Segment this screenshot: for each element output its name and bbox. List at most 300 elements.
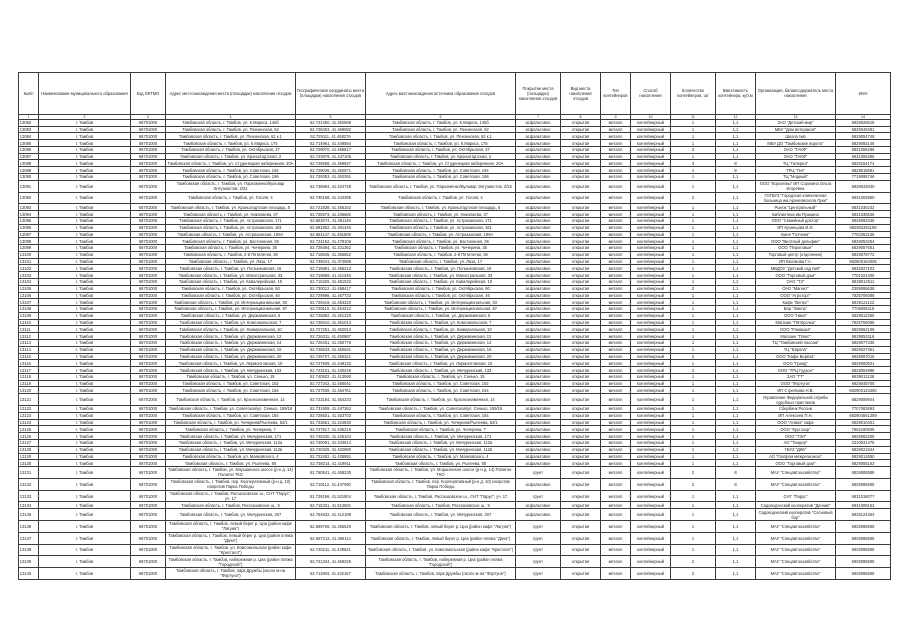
table-row — [19, 192, 891, 204]
cell-source-address: Тамбовская область, г. Тамбов, ул. Державинская, 20 — [366, 353, 516, 360]
header-number: №п/п — [19, 73, 39, 115]
cell-accumulation-method: контейнерный — [631, 373, 671, 380]
cell-organization: СНТ "Парус" — [756, 490, 836, 502]
cell-container-type: металл — [601, 333, 631, 340]
table-row — [19, 509, 891, 521]
header-site-type: Вид места накопления отходов — [561, 73, 601, 115]
cell-container-type: металл — [601, 292, 631, 299]
cell-source-address: Тамбовская область, г. Тамбов, ул. Мичуринская, 171 — [366, 433, 516, 440]
cell-accumulation-method: контейнерный — [631, 245, 671, 252]
cell-accumulation-method: контейнерный — [631, 532, 671, 544]
cell-container-volume: 1,1 — [716, 245, 756, 252]
cell-coordinates: 52.725882, 41.451220 — [296, 312, 366, 319]
cell-container-volume: 1,1 — [716, 278, 756, 285]
cell-container-volume: 1,1 — [716, 460, 756, 467]
cell-source-address: Тамбовская область, г. Тамбов, ул. Мичуринская, 112в — [366, 446, 516, 453]
cell-municipality: г. Тамбов — [39, 380, 131, 387]
cell-municipality: г. Тамбов — [39, 160, 131, 167]
cell-site-type: открытая — [561, 278, 601, 285]
cell-inn: 7719095746 — [836, 174, 891, 181]
cell-inn: 6829011139 — [836, 373, 891, 380]
cell-source-address: Тамбовская область, г. Тамбов, ул. Мичуринская, 112а — [366, 439, 516, 446]
cell-container-volume: 1,1 — [716, 285, 756, 292]
cell-municipality: г. Тамбов — [39, 346, 131, 353]
cell-surface: асфальтовое — [516, 140, 561, 147]
cell-oktmo: 68701000 — [131, 373, 166, 380]
cell-coordinates: 52.740325, 41.432880 — [296, 446, 366, 453]
cell-container-count: 1 — [671, 520, 716, 532]
cell-container-count: 2 — [671, 192, 716, 204]
cell-container-type: металл — [601, 360, 631, 367]
cell-container-volume: 1,1 — [716, 292, 756, 299]
cell-site-type: открытая — [561, 502, 601, 509]
cell-site-type: открытая — [561, 140, 601, 147]
cell-accumulation-method: контейнерный — [631, 312, 671, 319]
cell-site-address: Тамбовская область, г. Тамбов, ул. Николаева, 37 — [166, 211, 296, 218]
cell-container-count: 1 — [671, 346, 716, 353]
cell-source-address: Тамбовская область, г. Тамбов, ул. Мичуринская, 207 — [366, 509, 516, 521]
cell-oktmo: 68701000 — [131, 224, 166, 231]
cell-container-type: металл — [601, 306, 631, 313]
cell-number: 13126 — [19, 433, 39, 440]
cell-container-count: 1 — [671, 180, 716, 192]
cell-organization: Садоводческий кооператив "Дачник" — [756, 502, 836, 509]
cell-accumulation-method: контейнерный — [631, 299, 671, 306]
cell-container-count: 1 — [671, 306, 716, 313]
cell-container-volume: 1,1 — [716, 439, 756, 446]
cell-organization: ООО "Ника" — [756, 312, 836, 319]
cell-site-address: Тамбовская область, г. Тамбов, ул. Мичуринская, 112а — [166, 439, 296, 446]
cell-container-count: 1 — [671, 224, 716, 231]
cell-container-count: 1 — [671, 532, 716, 544]
cell-site-type: открытая — [561, 439, 601, 446]
cell-surface: грунт — [516, 520, 561, 532]
cell-source-address: Тамбовская область, г. Тамбов, ул. Лермонтовская, 10 — [366, 360, 516, 367]
cell-oktmo: 68701000 — [131, 544, 166, 556]
cell-site-type: открытая — [561, 126, 601, 133]
table-row — [19, 278, 891, 285]
cell-source-address: Тамбовская область, г. Тамбов, парк Дружбы (около м-на "Фортуна") — [366, 568, 516, 580]
cell-accumulation-method: контейнерный — [631, 419, 671, 426]
table-row — [19, 346, 891, 353]
cell-site-address: Тамбовская область, г. Тамбов, Рассказовское ш., 9 — [166, 502, 296, 509]
cell-inn: 6829021944 — [836, 446, 891, 453]
cell-inn: 6829026618 — [836, 119, 891, 126]
cell-container-type: металл — [601, 278, 631, 285]
cell-oktmo: 68701000 — [131, 153, 166, 160]
cell-municipality: г. Тамбов — [39, 174, 131, 181]
cell-oktmo: 68701000 — [131, 245, 166, 252]
cell-number: 13102 — [19, 265, 39, 272]
cell-container-type: металл — [601, 406, 631, 413]
cell-municipality: г. Тамбов — [39, 272, 131, 279]
cell-coordinates: 52.729111, 41.468276 — [296, 133, 366, 140]
table-row — [19, 439, 891, 446]
cell-source-address: Тамбовская область, г. Тамбов, ул. Пензенская, 62 — [366, 126, 516, 133]
cell-number: 13083 — [19, 126, 39, 133]
cell-number: 13130 — [19, 460, 39, 467]
cell-surface: асфальтовое — [516, 133, 561, 140]
cell-number: 13132 — [19, 478, 39, 490]
cell-inn: 2310031475 — [836, 439, 891, 446]
cell-inn: 6829054749 — [836, 133, 891, 140]
cell-source-address: Тамбовская область, г. Тамбов, ул. К.Маркса, 145б — [366, 119, 516, 126]
cell-organization: ООО "Весёлый дельфин" — [756, 238, 836, 245]
cell-number: 13108 — [19, 306, 39, 313]
cell-container-volume: 1,1 — [716, 490, 756, 502]
cell-coordinates: 52.723879, 41.447106 — [296, 153, 366, 160]
cell-inn: 6829078772 — [836, 251, 891, 258]
cell-organization: Магазин "Пятёрочка" — [756, 319, 836, 326]
cell-site-type: открытая — [561, 568, 601, 580]
cell-site-type: открытая — [561, 520, 601, 532]
cell-site-type: открытая — [561, 238, 601, 245]
cell-inn: 6829055163 — [836, 460, 891, 467]
cell-coordinates: 52.715331, 41.512581 — [296, 502, 366, 509]
column-number: 2 — [39, 114, 131, 119]
cell-surface: асфальтовое — [516, 251, 561, 258]
cell-container-count: 1 — [671, 460, 716, 467]
cell-accumulation-method: контейнерный — [631, 502, 671, 509]
cell-municipality: г. Тамбов — [39, 360, 131, 367]
cell-number: 13103 — [19, 272, 39, 279]
cell-container-count: 1 — [671, 167, 716, 174]
cell-source-address: Тамбовская область, г. Тамбов, ул. Державинская, 12 — [366, 333, 516, 340]
cell-surface: асфальтовое — [516, 373, 561, 380]
cell-container-type: металл — [601, 426, 631, 433]
cell-container-count: 1 — [671, 245, 716, 252]
cell-oktmo: 68701000 — [131, 272, 166, 279]
cell-coordinates: 52.729036, 41.452671 — [296, 167, 366, 174]
cell-number: 13140 — [19, 568, 39, 580]
cell-container-count: 2 — [671, 478, 716, 490]
cell-container-type: металл — [601, 204, 631, 211]
cell-number: 13136 — [19, 520, 39, 532]
cell-site-type: открытая — [561, 174, 601, 181]
header-municipality: Наименование муниципального образования — [39, 73, 131, 115]
cell-surface: асфальтовое — [516, 126, 561, 133]
header-inn: ИНН — [836, 73, 891, 115]
cell-container-type: металл — [601, 265, 631, 272]
cell-container-type: металл — [601, 272, 631, 279]
cell-oktmo: 68701000 — [131, 319, 166, 326]
cell-surface: асфальтовое — [516, 478, 561, 490]
cell-container-volume: 1,1 — [716, 419, 756, 426]
cell-container-count: 1 — [671, 217, 716, 224]
cell-organization: ТЦ "Галерея" — [756, 160, 836, 167]
cell-organization: ООО "Торговый дом" — [756, 272, 836, 279]
cell-inn: 6829154174 — [836, 160, 891, 167]
cell-municipality: г. Тамбов — [39, 217, 131, 224]
header-oktmo: Код ОКТМО — [131, 73, 166, 115]
cell-accumulation-method: контейнерный — [631, 333, 671, 340]
cell-oktmo: 68701000 — [131, 251, 166, 258]
cell-surface: асфальтовое — [516, 412, 561, 419]
cell-inn: 7701021405 — [836, 272, 891, 279]
cell-container-count: 1 — [671, 360, 716, 367]
cell-oktmo: 68701000 — [131, 446, 166, 453]
cell-municipality: г. Тамбов — [39, 419, 131, 426]
cell-site-type: открытая — [561, 224, 601, 231]
cell-accumulation-method: контейнерный — [631, 439, 671, 446]
column-number: 11 — [671, 114, 716, 119]
cell-organization: МАУ "Спецавтохозяйство" — [756, 467, 836, 479]
cell-source-address: Тамбовская область, г. Тамбов, ул. Советская, 196 — [366, 174, 516, 181]
cell-accumulation-method: контейнерный — [631, 126, 671, 133]
cell-municipality: г. Тамбов — [39, 367, 131, 374]
cell-coordinates: 52.711903, 41.432167 — [296, 568, 366, 580]
cell-municipality: г. Тамбов — [39, 231, 131, 238]
cell-oktmo: 68701000 — [131, 265, 166, 272]
cell-coordinates: 52.683074, 41.481149 — [296, 217, 366, 224]
cell-municipality: г. Тамбов — [39, 568, 131, 580]
table-row — [19, 373, 891, 380]
cell-inn: 6829085588 — [836, 467, 891, 479]
cell-container-count: 1 — [671, 204, 716, 211]
cell-coordinates: 52.715326, 41.481022 — [296, 278, 366, 285]
cell-accumulation-method: контейнерный — [631, 238, 671, 245]
cell-municipality: г. Тамбов — [39, 353, 131, 360]
cell-accumulation-method: контейнерный — [631, 340, 671, 347]
cell-oktmo: 68701000 — [131, 360, 166, 367]
cell-source-address: Тамбовская область, г. Тамбов, ул. Моршанское шоссе (р-н д. 14) Полигон ТКО — [366, 467, 516, 479]
cell-inn: 6829085588 — [836, 568, 891, 580]
table-row — [19, 568, 891, 580]
cell-container-type: металл — [601, 556, 631, 568]
cell-container-type: металл — [601, 180, 631, 192]
cell-number: 13087 — [19, 153, 39, 160]
table-row — [19, 544, 891, 556]
cell-surface: асфальтовое — [516, 231, 561, 238]
cell-container-volume: 1,1 — [716, 306, 756, 313]
cell-container-count: 1 — [671, 406, 716, 413]
cell-surface: грунт — [516, 490, 561, 502]
cell-coordinates: 52.760541, 41.468230 — [296, 467, 366, 479]
cell-site-address: Тамбовская область, г. Тамбов, ул. Пархоменко/Бульвар Энтузиастов, 2/22 — [166, 180, 296, 192]
cell-accumulation-method: контейнерный — [631, 490, 671, 502]
cell-site-address: Тамбовская область, г. Тамбов, ул. Мичуринская, 133 — [166, 367, 296, 374]
cell-number: 13116 — [19, 360, 39, 367]
cell-container-type: металл — [601, 258, 631, 265]
cell-container-volume: 1,1 — [716, 126, 756, 133]
table-row — [19, 380, 891, 387]
cell-municipality: г. Тамбов — [39, 509, 131, 521]
cell-number: 13111 — [19, 326, 39, 333]
cell-number: 13119 — [19, 380, 39, 387]
table-row — [19, 119, 891, 126]
cell-site-type: открытая — [561, 326, 601, 333]
cell-site-type: открытая — [561, 394, 601, 406]
table-row — [19, 299, 891, 306]
cell-site-type: открытая — [561, 160, 601, 167]
cell-surface: асфальтовое — [516, 406, 561, 413]
cell-surface: асфальтовое — [516, 312, 561, 319]
cell-coordinates: 52.730012, 41.458417 — [296, 285, 366, 292]
cell-organization: Сбербанк России — [756, 406, 836, 413]
cell-site-address: Тамбовская область, г. Тамбов, левый берег р. Цна (район кафе "Лагуна") — [166, 520, 296, 532]
cell-oktmo: 68701000 — [131, 433, 166, 440]
cell-oktmo: 68701000 — [131, 217, 166, 224]
cell-container-count: 1 — [671, 299, 716, 306]
cell-accumulation-method: контейнерный — [631, 544, 671, 556]
cell-inn: 682803391199 — [836, 224, 891, 231]
cell-coordinates: 52.728501, 41.453702 — [296, 412, 366, 419]
cell-container-volume: 1,1 — [716, 265, 756, 272]
cell-container-volume: 1,1 — [716, 568, 756, 580]
table-row — [19, 258, 891, 265]
cell-number: 13137 — [19, 532, 39, 544]
table-row — [19, 245, 891, 252]
cell-oktmo: 68701000 — [131, 380, 166, 387]
cell-container-count: 3 — [671, 160, 716, 167]
cell-organization: Библиотека им.Пушкина — [756, 211, 836, 218]
cell-coordinates: 52.726431, 41.450776 — [296, 340, 366, 347]
cell-site-address: Тамбовская область, г. Тамбов, ул. Державинская, 12 — [166, 333, 296, 340]
cell-coordinates: 52.714961, 41.449584 — [296, 140, 366, 147]
cell-container-volume: 1,1 — [716, 520, 756, 532]
cell-inn: 6829049481 — [836, 126, 891, 133]
table-row — [19, 251, 891, 258]
cell-site-type: открытая — [561, 380, 601, 387]
cell-municipality: г. Тамбов — [39, 299, 131, 306]
cell-container-type: металл — [601, 446, 631, 453]
cell-inn: 6829097016 — [836, 353, 891, 360]
table-row — [19, 490, 891, 502]
cell-source-address: Тамбовская область, г. Тамбов, ул. Рылеева, 80 — [366, 460, 516, 467]
table-row — [19, 453, 891, 460]
cell-number: 13085 — [19, 140, 39, 147]
cell-coordinates: 52.722402, 41.435891 — [296, 453, 366, 460]
table-row — [19, 133, 891, 140]
cell-source-address: Тамбовская область, г. Тамбов, ул. К.Маркса, 175 — [366, 140, 516, 147]
table-row — [19, 556, 891, 568]
cell-container-type: металл — [601, 502, 631, 509]
cell-container-volume: 1,1 — [716, 333, 756, 340]
cell-container-count: 1 — [671, 258, 716, 265]
cell-coordinates: 52.735041, 41.374588 — [296, 258, 366, 265]
cell-number: 13086 — [19, 146, 39, 153]
cell-site-type: открытая — [561, 258, 601, 265]
cell-source-address: Тамбовская область, г. Тамбов, ул. Советская, 184 — [366, 412, 516, 419]
cell-site-type: открытая — [561, 299, 601, 306]
cell-coordinates: 52.681147, 41.481609 — [296, 231, 366, 238]
cell-municipality: г. Тамбов — [39, 532, 131, 544]
cell-surface: асфальтовое — [516, 174, 561, 181]
cell-site-type: открытая — [561, 292, 601, 299]
cell-site-type: открытая — [561, 231, 601, 238]
cell-accumulation-method: контейнерный — [631, 556, 671, 568]
cell-container-type: металл — [601, 299, 631, 306]
cell-site-type: открытая — [561, 146, 601, 153]
cell-municipality: г. Тамбов — [39, 326, 131, 333]
cell-surface: грунт — [516, 544, 561, 556]
cell-accumulation-method: контейнерный — [631, 167, 671, 174]
cell-coordinates: 52.729353, 41.452391 — [296, 174, 366, 181]
table-row — [19, 467, 891, 479]
cell-organization: ООО "Семейный доктор" — [756, 217, 836, 224]
cell-organization: ИП Кузнецова И.И. — [756, 224, 836, 231]
cell-number: 13123 — [19, 412, 39, 419]
cell-organization: Управление Федеральной службы судебных приставов — [756, 394, 836, 406]
cell-coordinates: 52.745330, 41.425104 — [296, 433, 366, 440]
cell-container-type: металл — [601, 453, 631, 460]
cell-container-count: 1 — [671, 433, 716, 440]
cell-container-type: металл — [601, 319, 631, 326]
cell-source-address: Тамбовская область, г. Тамбов, ул. Пархоменко/Бульвар Энтузиастов, 2/22 — [366, 180, 516, 192]
cell-accumulation-method: контейнерный — [631, 272, 671, 279]
cell-container-type: металл — [601, 439, 631, 446]
cell-coordinates: 52.735994, 41.424728 — [296, 180, 366, 192]
cell-oktmo: 68701000 — [131, 160, 166, 167]
cell-oktmo: 68701000 — [131, 478, 166, 490]
cell-site-address: Тамбовская область, г. Тамбов, ул. Советская, 154 — [166, 387, 296, 394]
cell-organization: ООО "Королевы" ИП Сорокина Ольга Игоревна — [756, 180, 836, 192]
cell-municipality: г. Тамбов — [39, 502, 131, 509]
cell-number: 13112 — [19, 333, 39, 340]
cell-number: 13096 — [19, 224, 39, 231]
cell-container-count: 2 — [671, 146, 716, 153]
cell-container-type: металл — [601, 433, 631, 440]
column-number: 4 — [166, 114, 296, 119]
cell-surface: асфальтовое — [516, 446, 561, 453]
cell-surface: асфальтовое — [516, 299, 561, 306]
cell-container-volume: 1,1 — [716, 373, 756, 380]
cell-inn: 6832027102 — [836, 265, 891, 272]
header-surface: Покрытие места (площадки) накопления отходов — [516, 73, 561, 115]
cell-organization: Бар "Хмель" — [756, 306, 836, 313]
cell-oktmo: 68701000 — [131, 426, 166, 433]
table-row — [19, 502, 891, 509]
cell-site-address: Тамбовская область, г. Тамбов, ул. Пензенская, 62 к.1 — [166, 133, 296, 140]
cell-site-address: Тамбовская область, г. Тамбов, ул. Чичерина, 35 — [166, 245, 296, 252]
cell-site-address: Тамбовская область, г. Тамбов, Рассказовское ш., СНТ "Парус", уч. 17 — [166, 490, 296, 502]
cell-surface: асфальтовое — [516, 394, 561, 406]
cell-organization: МАУ "Спецавтохозяйство" — [756, 556, 836, 568]
table-row — [19, 387, 891, 394]
cell-site-address: Тамбовская область, г. Тамбов, ул. Кронштадтская, 2 — [166, 153, 296, 160]
cell-site-type: открытая — [561, 509, 601, 521]
cell-site-address: Тамбовская область, г. Тамбов, ул. Интернациональная, 87 — [166, 306, 296, 313]
cell-site-address: Тамбовская область, г. Тамбов, 2-й Пятилетки, 36 — [166, 251, 296, 258]
cell-number: 13097 — [19, 231, 39, 238]
table-row — [19, 204, 891, 211]
cell-container-type: металл — [601, 380, 631, 387]
cell-organization: МАУ "Спецавтохозяйство" — [756, 568, 836, 580]
cell-site-address: Тамбовская область, г. Тамбов, ул. Советская, 152 — [166, 380, 296, 387]
cell-container-type: металл — [601, 153, 631, 160]
cell-site-address: Тамбовская область, г. Тамбов, ул. Комсомольская, 7 — [166, 319, 296, 326]
document-page — [18, 72, 890, 580]
cell-inn: 7825706086 — [836, 319, 891, 326]
header-container-type: Тип контейнеров — [601, 73, 631, 115]
cell-source-address: Тамбовская область, г. Тамбов, ул. Гоголя, 4 — [366, 192, 516, 204]
cell-site-type: открытая — [561, 319, 601, 326]
cell-site-type: открытая — [561, 387, 601, 394]
cell-container-count: 1 — [671, 153, 716, 160]
cell-organization: ООО "Кафе Берёза" — [756, 353, 836, 360]
cell-inn: 6831006296 — [836, 146, 891, 153]
cell-surface: грунт — [516, 467, 561, 479]
cell-container-volume: 1,1 — [716, 453, 756, 460]
cell-container-count: 1 — [671, 292, 716, 299]
table-header — [19, 73, 891, 120]
cell-coordinates: 52.719112, 41.437090 — [296, 478, 366, 490]
table-row — [19, 153, 891, 160]
cell-container-type: металл — [601, 467, 631, 479]
cell-municipality: г. Тамбов — [39, 520, 131, 532]
cell-site-address: Тамбовская область, г. Тамбов, ул. Чичерина/Рылеева, 52/1 — [166, 419, 296, 426]
cell-site-address: Тамбовская область, г. Тамбов, ул. Советская, 196 — [166, 174, 296, 181]
